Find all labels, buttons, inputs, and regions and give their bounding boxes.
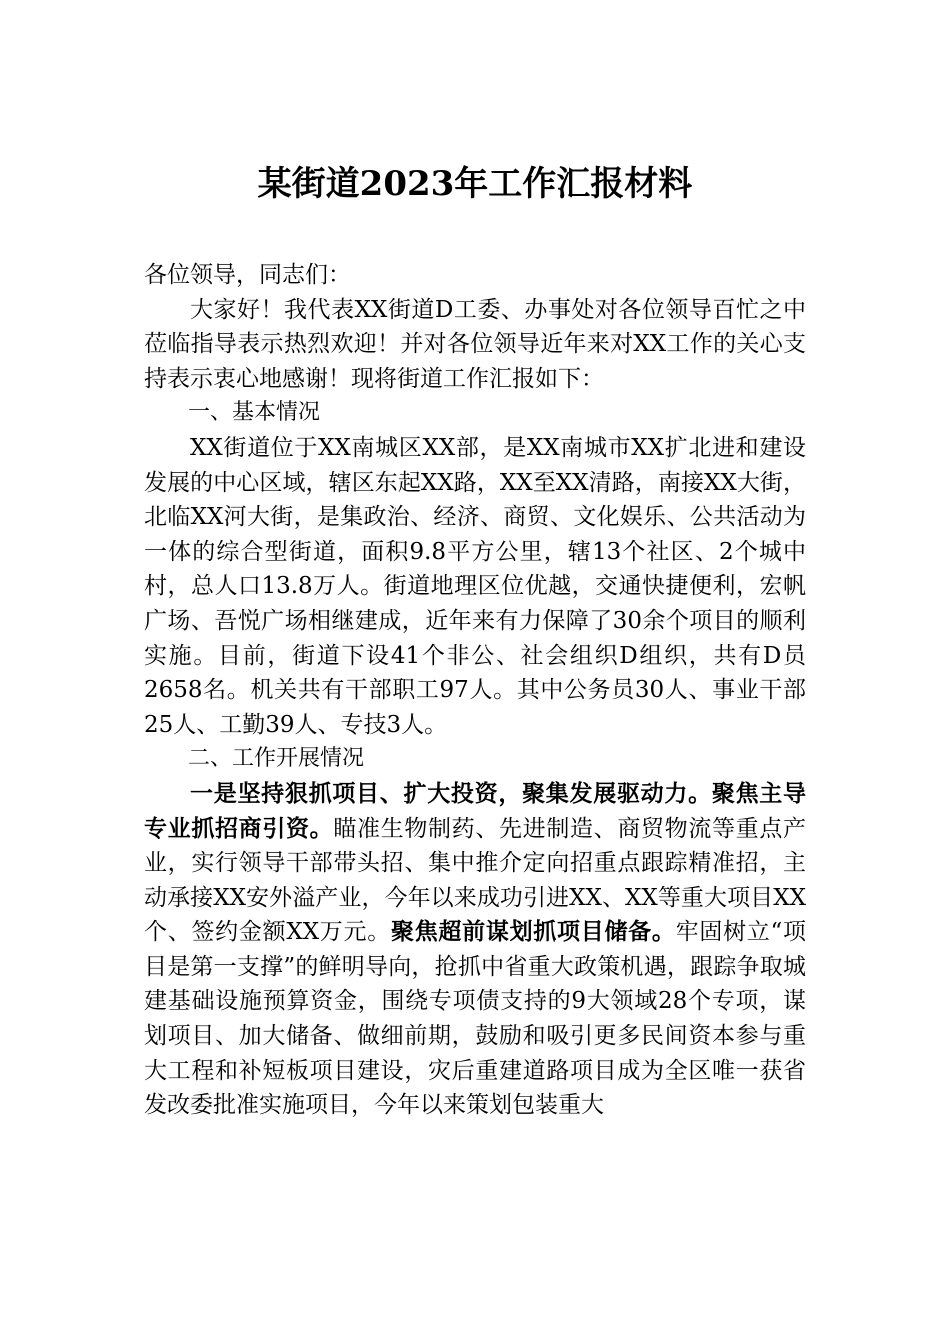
section-heading-basic: 一、基本情况 bbox=[188, 400, 321, 426]
sub1-text: 瞄准生物制药、先进制造、商贸物流等重点产业，实行领导干部带头招、集中推介定向招重点跟踪精准招，主动承接XX安外溢产业，今年以来成功引进XX、XX等重大项目XX个、签约金额XX万元。 bbox=[144, 815, 807, 946]
document-title: 某街道2023年工作汇报材料 bbox=[257, 164, 693, 204]
sub2-heading-bold: 聚焦超前谋划抓项目储备。 bbox=[390, 918, 676, 946]
work-paragraph bbox=[144, 777, 806, 1123]
section-heading-work: 二、工作开展情况 bbox=[188, 746, 365, 772]
sub1-heading-bold: 聚焦主导专业抓招商引资。 bbox=[144, 779, 807, 842]
basic-info-paragraph: XX街道位于XX南城区XX部，是XX南城市XX扩北进和建设发展的中心区域，辖区东起XX路，XX至XX清路，南接XX大街，北临XX河大街，是集政治、经济、商贸、文化娱乐、公共活动为一体的综合型街道，面积9.8平方公里，辖13个社区、2个城中村，总人口13.8万人。街道地理区位优越，交通快捷便利，宏帆广场、吾悦广场相继建成，近年来有力保障了30余个项目的顺利实施。目前，街道下设41个非公、社会组织D组织，共有D员2658名。机关共有干部职工97人。其中公务员30人、事业干部25人、工勤39人、专技3人。 bbox=[144, 434, 806, 738]
document-body bbox=[144, 258, 806, 1123]
work-lead-bold: 一是坚持狠抓项目、扩大投资，聚集发展驱动力。 bbox=[190, 779, 712, 807]
sub2-text: 牢固树立“项目是第一支撑”的鲜明导向，抢抓中省重大政策机遇，跟踪争取城建基础设施预算资金，围绕专项债支持的9大领域28个专项，谋划项目、加大储备、做细前期，鼓励和吸引更多民间资本参与重大工程和补短板项目建设，灾后重建道路项目成为全区唯一获省发改委批准实施项目，今年以来策划包装重大 bbox=[144, 919, 807, 1119]
intro-paragraph: 大家好！我代表XX街道D工委、办事处对各位领导百忙之中莅临指导表示热烈欢迎！并对各位领导近年来对XX工作的关心支持表示衷心地感谢！现将街道工作汇报如下： bbox=[144, 296, 806, 392]
salutation: 各位领导，同志们： bbox=[144, 262, 351, 288]
